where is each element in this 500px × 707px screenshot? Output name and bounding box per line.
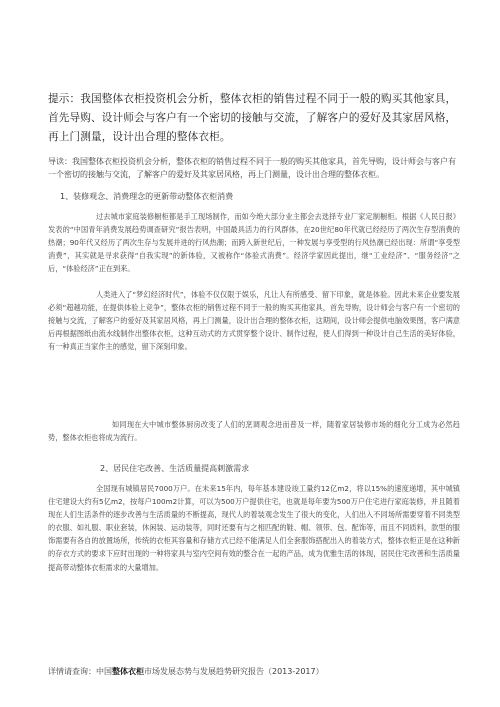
footer-reference [48, 665, 460, 678]
footer-prefix: 详情请查询：中国 [48, 667, 112, 676]
summary-paragraph: 提示：我国整体衣柜投资机会分析，整体衣柜的销售过程不同于一般的购买其他家具，首先导购、设计师会与客户有一个密切的接触与交流，了解客户的爱好及其家居风格，再上门测量，设计出合理的整体衣柜。 [48, 93, 457, 143]
footer-suffix: 市场发展态势与发展趋势研究报告（2013-2017） [144, 667, 324, 676]
footer-keyword: 整体衣柜 [112, 667, 144, 676]
section-1-paragraph-2: 人类进入了“梦幻经济时代”，体验不仅仅限于娱乐，凡让人有所感受、留下印象，就是体验。因此未来企业要发展必须“超越功能，在提供体验上竞争”，整体衣柜的销售过程不同于一般的购买其他家具，首先导购，设计师会与客户有一个密切的接触与交流，了解客户的爱好及其家居风格，再上门测量，设计出合理的整体衣柜，这期间，设计师会提供电脑效果图，客户满意后再根据图纸由流水线制作出整体衣柜，这种互动式的方式贯穿整个设计、制作过程，使人们得到一种设计自己生活的美好体验，有一种真正当家作主的感觉，留下深刻印象。 [48, 290, 460, 352]
section-1-paragraph-1: 过去城市家庭装修橱柜都是手工现场制作，而如今绝大部分业主都会去选择专业厂家定制橱柜。根据《人民日报》发表的“中国青年消费发展趋势调查研究”报告表明，中国最具活力的行风群体，在20世纪80年代就已经经历了两次生存型消费的热潮；90年代又经历了两次生存与发展并进的行风热潮；而跨入新世纪后，一种发展与享受型的行风热潮已经出现：所谓“享受型消费”，其实就是寻求获得“自我实现”的新体验，又被称作“体验式消费”。经济学家因此提出，继“工业经济”、“服务经济”之后，“体验经济”正在到来。 [48, 212, 460, 274]
section-1-heading: 1、装修观念、消费理念的更新带动整体衣柜消费 [60, 192, 234, 201]
section-2-heading: 2、居民住宅改善、生活质量提高刺激需求 [100, 464, 250, 473]
section-2-paragraph-1: 全国现有城镇居民7000万户。在未来15年内，每年基本建设竣工量约12亿m2，将以15%的速度递增，其中城镇住宅建设大约有5亿m2，按每户100m2计算，可以为500万户提供住宅，也就是每年要为500万户住宅进行家庭装修，并且随着现在人们生活条件的逐步改善与生活质量的不断提高，现代人的着装观念发生了很大的变化，人们出入不同场所需要穿着不同类型的衣服、如礼服、职业套装，休闲装、运动装等，同时还要有与之相匹配的鞋、帽、领带、包、配饰等，而且不同质料，款型的服饰需要有各自的放置场所，传统的衣柜其容量和存储方式已经不能满足人们全套服饰搭配出入的着装方式，整体衣柜正是在这种新的存衣方式的要求下应时出现的一种将家具与室内空间有效的整合在一起的产品，成为优雅生活的体现，居民住宅改善和生活质量提高带动整体衣柜需求的大量增加。 [48, 484, 460, 572]
guide-paragraph: 导读：我国整体衣柜投资机会分析，整体衣柜的销售过程不同于一般的购买其他家具，首先导购，设计师会与客户有一个密切的接触与交流，了解客户的爱好及其家居风格，再上门测量，设计出合理的整体衣柜。 [48, 157, 456, 179]
section-1-paragraph-3: 如同现在大中城市整体厨房改变了人们的烹调观念进而普及一样，随着家居装修市场的细化分工成为必然趋势，整体衣柜也将成为流行。 [48, 420, 460, 443]
